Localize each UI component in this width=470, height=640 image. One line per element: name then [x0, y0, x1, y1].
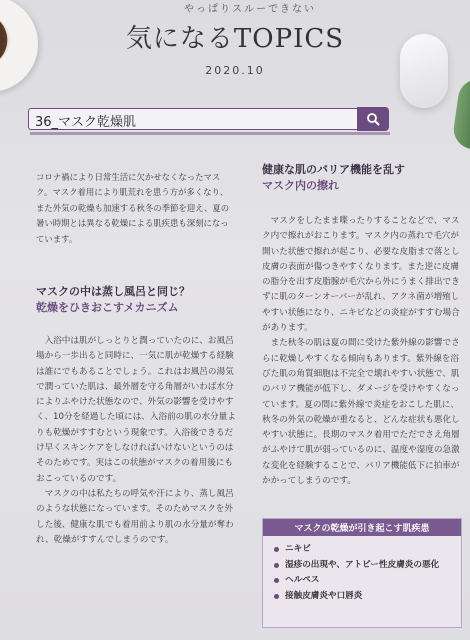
left-paragraph-1: 入浴中は肌がしっとりと潤っていたのに、お風呂場から一歩出ると同時に、一気に肌が乾燥する経験は誰にでもあることでしょう。これはお風呂の湯気で潤っていた肌は、最外層を守る角層がいわば水分によりふやけた状態なので、外気の影響を受けやすく、10分を経過した頃には、入浴前の肌の水分量よりも乾燥がすすむという現象です。入浴後できるだけ早くスキンケアをしなければいけないというのはそのためです。実はこの状態がマスクの着用後にもおこっているのです。 [36, 336, 236, 484]
list-item: 接触皮膚炎や口唇炎 [285, 589, 461, 605]
list-item: ニキビ [285, 542, 461, 558]
right-paragraph-2: また秋冬の肌は夏の間に受けた紫外線の影響でさらに乾燥しやすくなる傾向もあります。紫外線を浴びた肌の角質細胞は不完全で壊れやすい状態で、肌のバリア機能が低下し、ダメージを受けやすくなっています。夏の間に紫外線で炎症をおこした肌に、秋冬の外気の乾燥が重なると、どんな症状も悪化しやすい状態に。長期のマスク着用でただでさえ角層がふやけて肌が弱っているのに、温度や湿度の急激な変化を経験することで、バリア機能低下に拍車がかかってしまうのです。 [262, 338, 460, 487]
intro-paragraph: コロナ禍により日常生活に欠かせなくなったマスク。マスク着用により肌荒れを患う方が多くなり、また外気の乾燥も加速する秋冬の季節を迎え、夏の暑い時期とは異なる乾燥による肌疾患も深刻になっています。 [36, 172, 230, 244]
search-bar[interactable] [28, 108, 388, 130]
search-icon [366, 112, 380, 126]
header-topline: やっぱりスルーできない [184, 4, 316, 15]
left-heading-line2: 乾燥をひきおこすメカニズム [36, 301, 179, 314]
search-underline [30, 132, 390, 135]
box-title: マスクの乾燥が引き起こす肌疾患 [263, 519, 461, 536]
issue-date: 2020.10 [205, 64, 265, 77]
right-heading-line2: マスク内の擦れ [262, 179, 339, 192]
page-title: 気になるTOPICS [125, 24, 345, 54]
leaf-decoration [451, 77, 470, 149]
list-item: ヘルペス [285, 573, 461, 589]
left-section-heading [36, 284, 236, 316]
skin-disease-box [262, 518, 462, 628]
search-button[interactable] [357, 107, 389, 131]
left-heading-line1: マスクの中は蒸し風呂と同じ？ [36, 285, 190, 298]
list-item: 湿疹の出現や、アトピー性皮膚炎の悪化 [285, 558, 461, 574]
right-section-heading [262, 162, 462, 194]
search-query: 36_マスク乾燥肌 [35, 115, 137, 130]
left-section-body [36, 334, 236, 548]
right-section-body [262, 214, 462, 489]
left-paragraph-2: マスクの中は私たちの呼気や汗により、蒸し風呂のような状態になっています。そのためマスクを外した後、健康な肌でも着用前より肌の水分量が奪われ、乾燥がすすんでしまうのです。 [36, 488, 234, 545]
right-heading-line1: 健康な肌のバリア機能を乱す [262, 163, 405, 176]
disease-list [263, 542, 461, 604]
right-paragraph-1: マスクをしたまま喋ったりすることなどで、マスク内で擦れがおこります。マスク内の蒸れで毛穴が開いた状態で擦れが起こり、必要な皮脂まで落とし皮膚の表面が傷つきやすくなります。また逆に皮膚の脂分を出す皮脂腺が毛穴から外にうまく排出できずに肌のターンオーバーが乱れ、アクネ菌が増殖しやすい状態になり、ニキビなどの炎症がすすむ場合があります。 [262, 216, 460, 334]
